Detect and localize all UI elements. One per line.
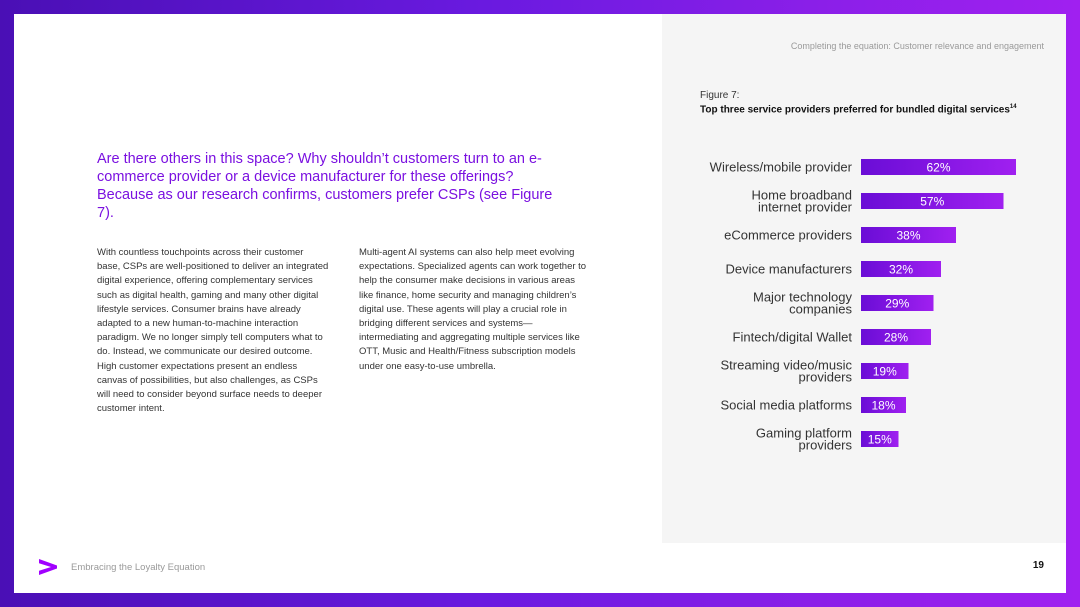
figure-label: Figure 7: bbox=[700, 90, 740, 101]
category-label-0: Wireless/mobile provider bbox=[709, 159, 852, 175]
figure-title-text: Top three service providers preferred for bundled digital services bbox=[700, 104, 1010, 116]
category-label-7: Social media platforms bbox=[720, 397, 852, 413]
page-number: 19 bbox=[1032, 560, 1044, 571]
value-label-8: 15% bbox=[867, 432, 892, 447]
footer-title: Embracing the Loyalty Equation bbox=[71, 562, 206, 573]
value-label-3: 32% bbox=[888, 262, 914, 277]
value-label-5: 28% bbox=[883, 330, 909, 345]
category-label-4: Major technology companies bbox=[753, 289, 852, 317]
body-column-1: With countless touchpoints across their customer base, CSPs are well-positioned to deliver an integrated digital experience, offering complementary services such as digital health, gaming and many other digital lifestyle services. Consumer brains have already adapted to a new human-to-machine interaction paradigm. We no longer simply tell computers what to do. Instead, we communicate our desired outcome. High customer expectations present an endless canvas of possibilities, but also challenges, as CSPs will need to consider beyond surface needs to deeper customer intent. bbox=[97, 247, 329, 415]
body-column-2: Multi-agent AI systems can also help meet evolving expectations. Specialized agents can work together to help the consumer make decisions in various areas like finance, home security and managing children’s digital use. These agents will play a crucial role in bridging different services and systems—intermediating and aggregating multiple services like OTT, Music and Health/Fitness subscription models under one easy-to-use umbrella. bbox=[359, 247, 587, 372]
figure-footnote: 14 bbox=[1009, 104, 1017, 110]
running-head: Completing the equation: Customer relevance and engagement bbox=[790, 41, 1044, 51]
category-label-3: Device manufacturers bbox=[725, 261, 852, 277]
value-label-1: 57% bbox=[920, 194, 945, 209]
bar-chart bbox=[14, 14, 1066, 593]
value-label-0: 62% bbox=[926, 160, 951, 175]
value-label-6: 19% bbox=[872, 364, 897, 379]
value-label-7: 18% bbox=[871, 398, 896, 413]
category-label-5: Fintech/digital Wallet bbox=[732, 329, 852, 345]
accenture-logo-icon bbox=[38, 558, 58, 576]
value-label-2: 38% bbox=[896, 228, 921, 243]
category-label-1: Home broadband internet provider bbox=[751, 187, 852, 215]
value-label-4: 29% bbox=[885, 296, 910, 311]
page bbox=[14, 14, 1066, 593]
pull-quote: Are there others in this space? Why shouldn’t customers turn to an e-commerce provider or a device manufacturer for these offerings? Because as our research confirms, customers prefer CSPs (see Figure 7). bbox=[97, 151, 553, 221]
category-label-2: eCommerce providers bbox=[724, 227, 852, 243]
category-label-6: Streaming video/music providers bbox=[720, 357, 852, 385]
category-label-8: Gaming platform providers bbox=[755, 425, 852, 453]
